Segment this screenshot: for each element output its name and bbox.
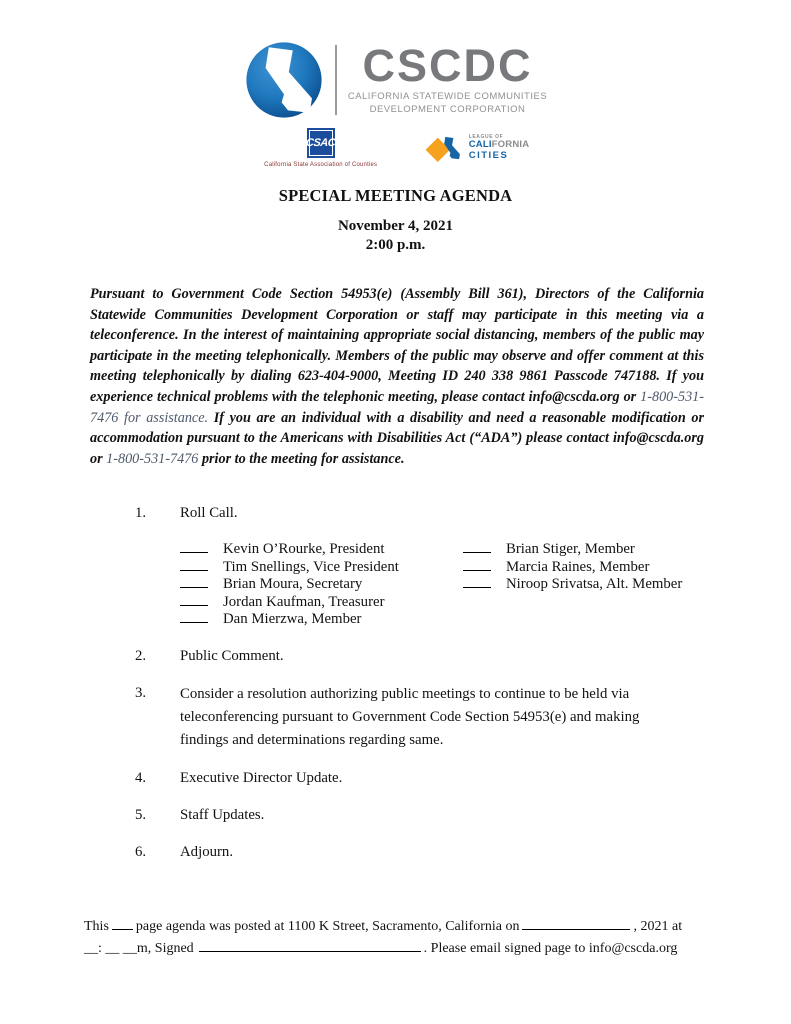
partner-logos [0, 128, 791, 176]
roll-call-blank [180, 541, 208, 553]
league-california-icon [426, 128, 464, 168]
league-text-line1: LEAGUE OF [468, 134, 504, 141]
agenda-item-resolution [90, 683, 706, 752]
logo-divider [335, 45, 337, 115]
roll-call-blank [180, 576, 208, 588]
item-number: 4. [135, 769, 147, 786]
roll-call-row [463, 559, 682, 577]
item-text: Consider a resolution authorizing public meetings to continue to be held via teleconferencing pursuant to Government Code Section 54953(e) and making findings and determinations regarding same. [180, 685, 640, 748]
footer-text: __: __ __m, Signed [84, 941, 194, 956]
league-of-california-cities-logo [426, 128, 530, 168]
roll-call-row [180, 611, 463, 629]
roll-call-blank [463, 559, 491, 571]
logo-subtitle-line1: CALIFORNIA STATEWIDE COMMUNITIES [347, 91, 548, 103]
teleconference-notice [90, 284, 704, 469]
roll-call-row [180, 576, 463, 594]
roll-call-blank [463, 576, 491, 588]
member-name: Dan Mierzwa, Member [223, 611, 362, 628]
roll-call-right-column [463, 541, 682, 629]
agenda-item-public-comment [90, 646, 706, 667]
agenda-item-staff-updates [90, 805, 706, 826]
agenda-item-executive-director-update [90, 768, 706, 789]
footer-text: This [84, 919, 109, 934]
cscdc-logo [0, 38, 791, 122]
footer-text: , 2021 at [633, 919, 683, 934]
roll-call-table [180, 541, 706, 629]
member-name: Niroop Srivatsa, Alt. Member [506, 576, 683, 593]
footer-line-2 [84, 938, 714, 960]
posting-date-blank [522, 918, 630, 930]
notice-phone-segment: 1-800-531-7476 for assistance. [90, 388, 704, 426]
roll-call-row [180, 559, 463, 577]
member-name: Tim Snellings, Vice President [223, 558, 399, 575]
member-name: Marcia Raines, Member [506, 558, 650, 575]
roll-call-row [463, 541, 682, 559]
item-text: Executive Director Update. [180, 769, 343, 786]
league-text-line2: CALIFORNIA [468, 139, 530, 151]
meeting-date: November 4, 2021 [337, 218, 454, 234]
roll-call-blank [180, 611, 208, 623]
member-name: Jordan Kaufman, Treasurer [223, 593, 385, 610]
meeting-time: 2:00 p.m. [365, 237, 426, 253]
signature-blank [199, 940, 421, 952]
item-text: Public Comment. [180, 647, 284, 664]
posting-footer [84, 916, 714, 960]
page-count-blank [112, 918, 133, 930]
notice-segment: prior to the meeting for assistance. [198, 450, 405, 467]
page-title: SPECIAL MEETING AGENDA [278, 186, 513, 205]
item-number: 6. [135, 843, 147, 860]
roll-call-row [180, 541, 463, 559]
roll-call-blank [180, 594, 208, 606]
roll-call-blank [180, 559, 208, 571]
meeting-datetime [0, 217, 791, 255]
agenda-item-adjourn [90, 842, 706, 863]
item-number: 1. [135, 505, 147, 521]
footer-text: page agenda was posted at 1100 K Street, Sacramento, California on [135, 919, 520, 934]
item-text: Staff Updates. [180, 806, 265, 823]
member-name: Brian Moura, Secretary [223, 576, 363, 593]
notice-segment: Pursuant to Government Code Section 54953(e) (Assembly Bill 361), Directors of the California Statewide Communities Development Corporation or staff may participate in this meeting via a teleconference. In the interest of maintaining appropriate social distancing, members of the public may participate in the meeting telephonically. Members of the public may observe and offer comment at this meeting telephonically by dialing 623-404-9000, Meeting ID 240 338 9861 Passcode 747188. If you experience technical problems with the telephonic meeting, please contact info@cscda.org or [90, 286, 704, 405]
roll-call-row [463, 576, 682, 594]
league-text-line3: CITIES [468, 149, 509, 161]
agenda-list [90, 503, 706, 863]
item-text: Roll Call. [180, 505, 238, 521]
csac-icon: CSAC [307, 128, 335, 158]
logo-subtitle-line2: DEVELOPMENT CORPORATION [369, 104, 526, 115]
member-name: Kevin O’Rourke, President [223, 541, 385, 557]
footer-line-1 [84, 916, 714, 938]
notice-phone-segment: 1-800-531-7476 [106, 450, 199, 467]
notice-segment: If you are an individual with a disability and need a reasonable modification or accommodation pursuant to the Americans with Disabilities Act (“ADA”) please contact info@cscda.org or [90, 409, 704, 467]
item-text: Adjourn. [180, 843, 234, 860]
csac-caption: California State Association of Counties [264, 162, 378, 168]
item-number: 3. [135, 684, 147, 701]
logo-acronym: CSCDC [362, 40, 533, 92]
agenda-item-roll-call [90, 503, 706, 524]
csac-logo [262, 128, 380, 168]
roll-call-row [180, 594, 463, 612]
footer-text: . Please email signed page to info@cscda.org [423, 941, 678, 956]
california-globe-icon [244, 40, 324, 120]
member-name: Brian Stiger, Member [506, 541, 635, 557]
item-number: 2. [135, 647, 147, 664]
roll-call-left-column [180, 541, 463, 629]
item-number: 5. [135, 806, 147, 823]
roll-call-blank [463, 541, 491, 553]
